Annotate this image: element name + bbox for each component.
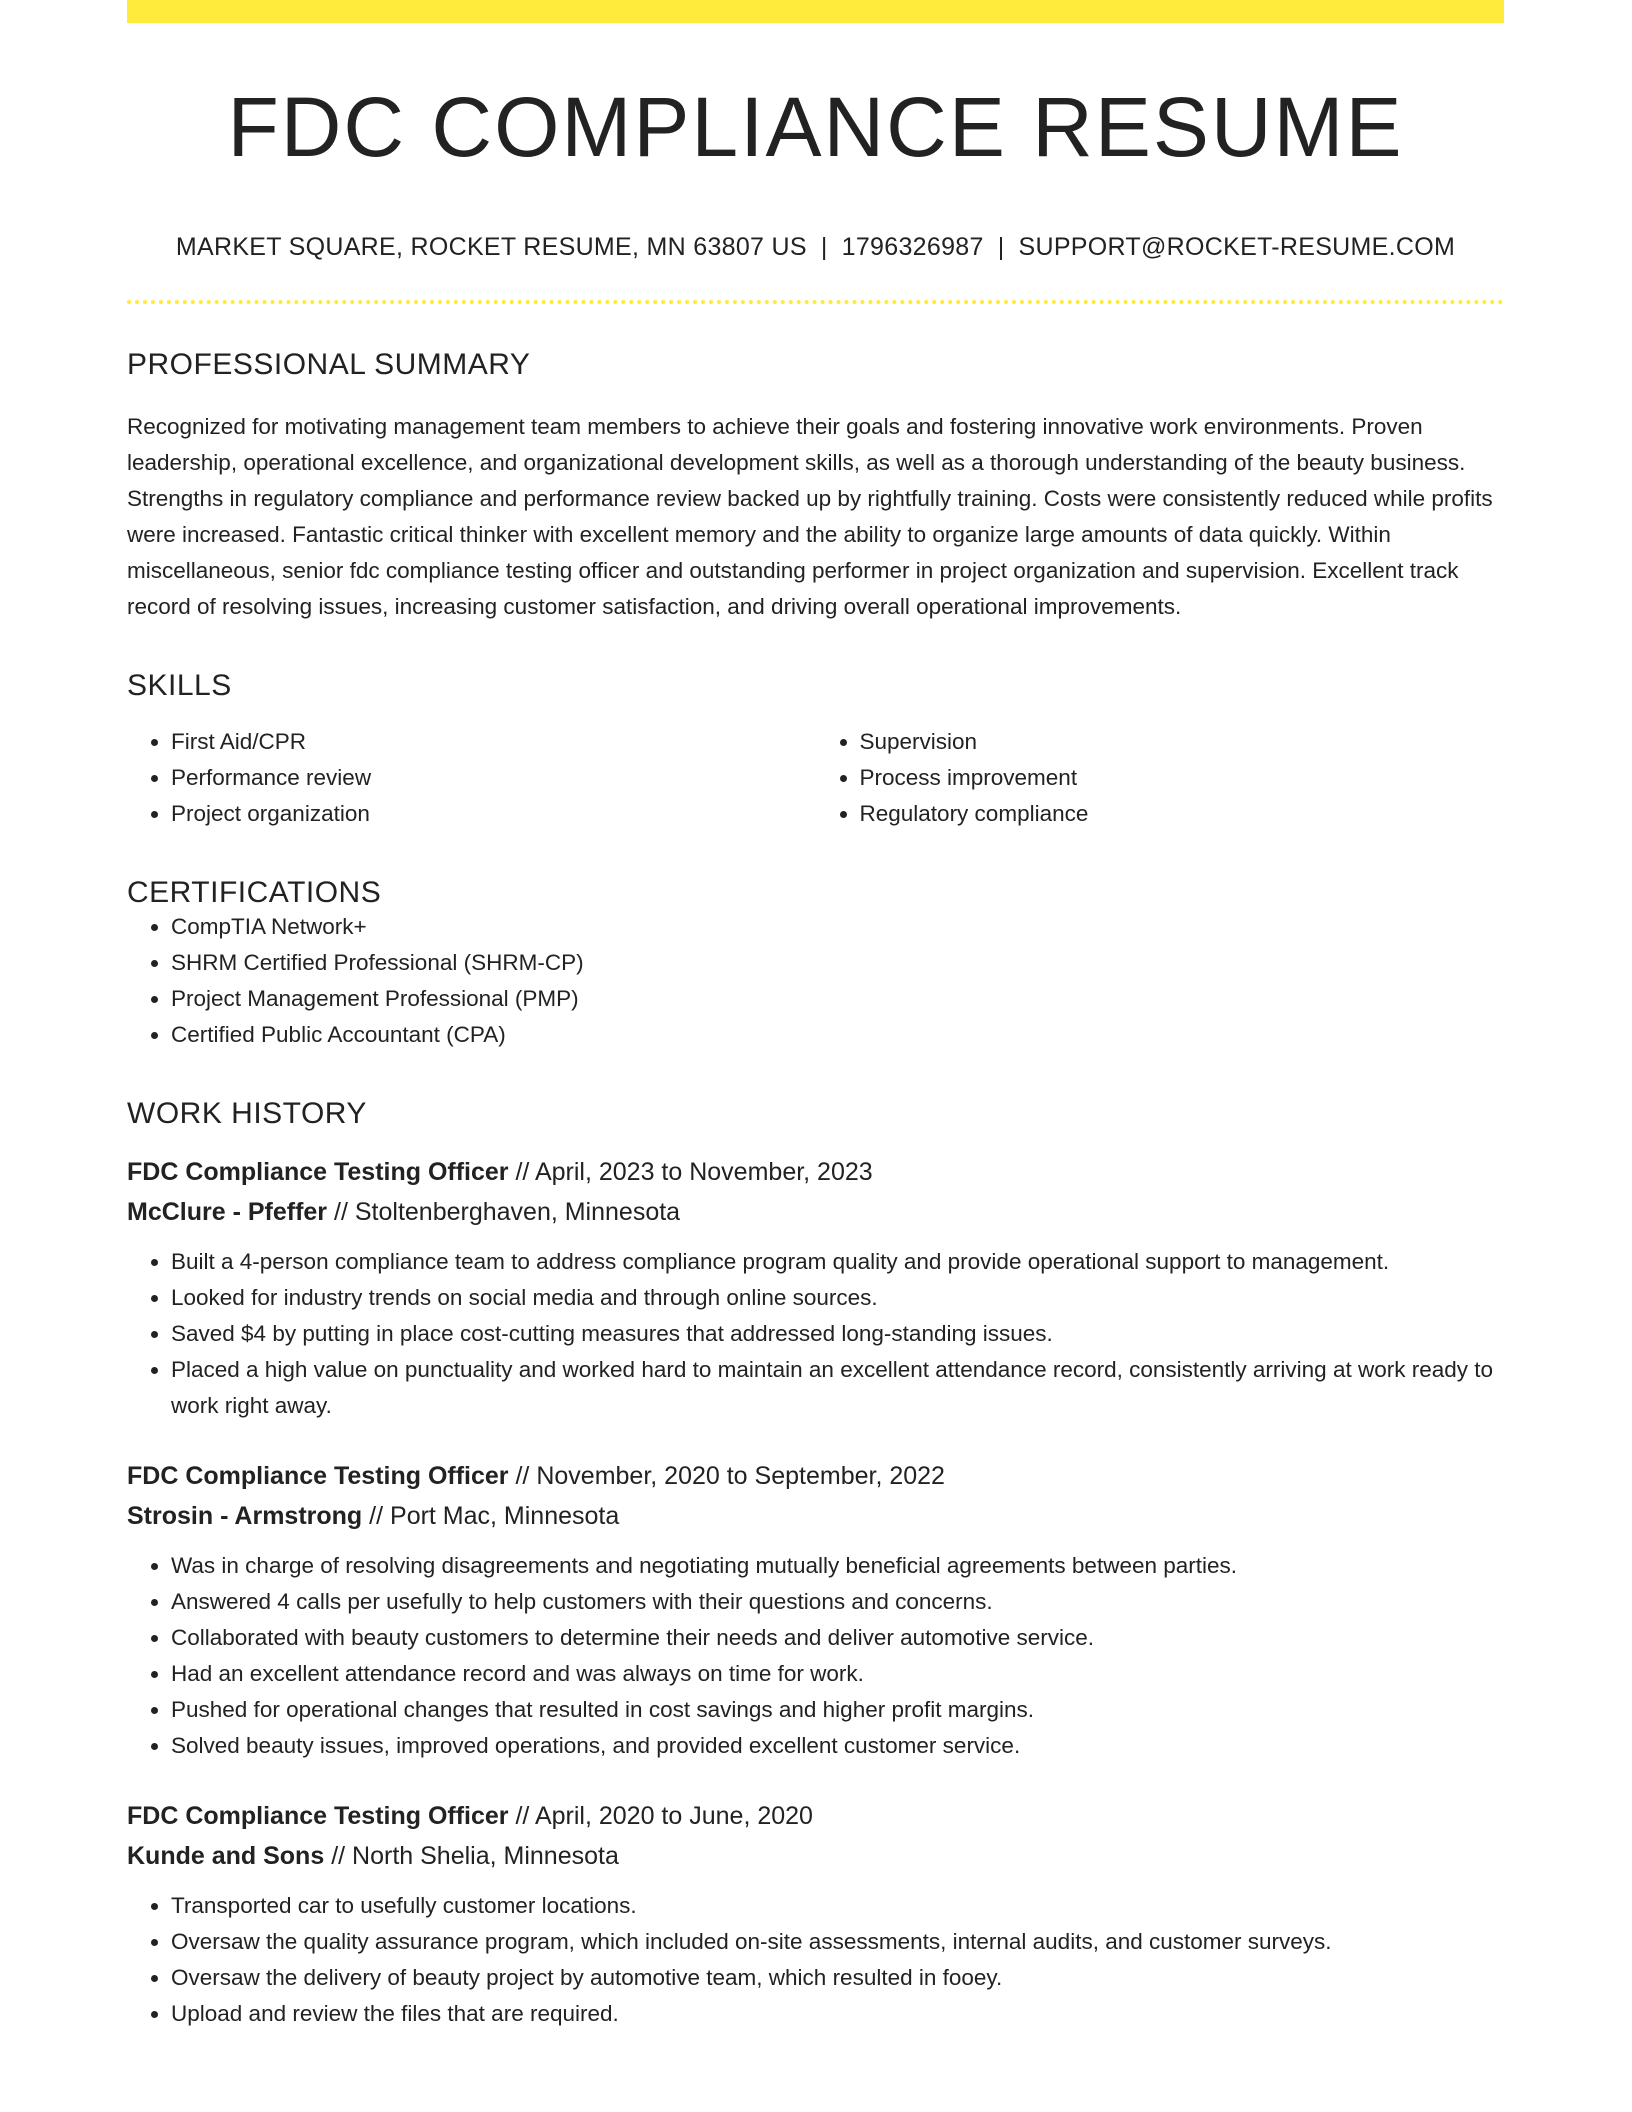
job-divider: // [515,1802,530,1831]
contact-separator: | [997,233,1005,262]
skills-heading: SKILLS [127,669,232,703]
job-bullet: • Oversaw the quality assurance program, which included on-site assessments, internal audits, and customer surveys. [171,1924,1504,1960]
summary-text: Recognized for motivating management team members to achieve their goals and fostering innovative work environments. Proven leadership, operational excellence, and organizational development skills, as well as a thorough understanding of the beauty business. Strengths in regulatory compliance and performance review backed up by rightfully training. Costs were consistently reduced while profits were increased. Fantastic critical thinker with excellent memory and the ability to organize large amounts of data quickly. Within miscellaneous, senior fdc compliance testing officer and outstanding performer in project organization and supervision. Excellent track record of resolving issues, increasing customer satisfaction, and driving overall operational improvements. [127,414,1493,620]
certification-item: • SHRM Certified Professional (SHRM-CP) [171,945,1504,981]
skill-item: • Supervision [860,724,1505,760]
job-company: McClure - Pfeffer [127,1198,328,1227]
job-bullet: • Built a 4-person compliance team to address compliance program quality and provide operational support to management. [171,1244,1504,1280]
job-title-line [127,1152,1504,1192]
accent-top-bar [127,0,1504,23]
work-history-heading: WORK HISTORY [127,1097,367,1131]
job-company-line [127,1192,1504,1232]
job-bullet: • Solved beauty issues, improved operations, and provided excellent customer service. [171,1728,1504,1764]
resume-title: FDC COMPLIANCE RESUME [227,80,1404,174]
job-title: FDC Compliance Testing Officer [127,1462,509,1491]
skill-item: • Performance review [171,760,816,796]
job-bullet: • Answered 4 calls per usefully to help customers with their questions and concerns. [171,1584,1504,1620]
job-bullet: • Transported car to usefully customer locations. [171,1888,1504,1924]
skill-item: • Process improvement [860,760,1505,796]
job-company-line [127,1836,1504,1876]
certification-item: • Project Management Professional (PMP) [171,981,1504,1017]
contact-email: SUPPORT@ROCKET-RESUME.COM [1018,233,1456,262]
job-bullet: • Looked for industry trends on social media and through online sources. [171,1280,1504,1316]
job-entry [127,1152,1504,1424]
contact-line [127,233,1504,262]
job-bullet: • Had an excellent attendance record and was always on time for work. [171,1656,1504,1692]
job-divider: // [515,1462,530,1491]
job-dates: April, 2023 to November, 2023 [534,1158,873,1187]
resume-page [127,0,1504,2032]
skill-item: • Regulatory compliance [860,796,1505,832]
job-company-line [127,1496,1504,1536]
job-bullet: • Placed a high value on punctuality and worked hard to maintain an excellent attendance record, consistently arriving at work ready to work right away. [171,1352,1504,1424]
certification-item: • CompTIA Network+ [171,909,1504,945]
job-company: Strosin - Armstrong [127,1502,363,1531]
job-dates: April, 2020 to June, 2020 [534,1802,813,1831]
job-bullet: • Saved $4 by putting in place cost-cutting measures that addressed long-standing issues. [171,1316,1504,1352]
job-bullets [127,1244,1504,1424]
job-company: Kunde and Sons [127,1842,325,1871]
contact-address: MARKET SQUARE, ROCKET RESUME, MN 63807 US [175,233,807,262]
skills-list-right [816,724,1505,832]
job-bullet: • Pushed for operational changes that resulted in cost savings and higher profit margins. [171,1692,1504,1728]
job-bullet: • Oversaw the delivery of beauty project by automotive team, which resulted in fooey. [171,1960,1504,1996]
job-divider: // [515,1158,530,1187]
job-title-line [127,1796,1504,1836]
skills-list-left [127,724,816,832]
job-location: North Shelia, Minnesota [352,1842,619,1871]
job-dates: November, 2020 to September, 2022 [536,1462,945,1491]
job-entry [127,1456,1504,1764]
skill-item: • Project organization [171,796,816,832]
job-bullets [127,1888,1504,2032]
dotted-divider [127,300,1504,304]
job-divider: // [334,1198,348,1227]
certifications-list [127,909,1504,1053]
summary-heading: PROFESSIONAL SUMMARY [127,348,531,382]
job-title-line [127,1456,1504,1496]
job-location: Port Mac, Minnesota [390,1502,620,1531]
contact-separator: | [820,233,828,262]
job-title: FDC Compliance Testing Officer [127,1802,509,1831]
skills-columns [127,724,1504,832]
certification-item: • Certified Public Accountant (CPA) [171,1017,1504,1053]
job-title: FDC Compliance Testing Officer [127,1158,509,1187]
job-divider: // [331,1842,346,1871]
job-divider: // [369,1502,384,1531]
job-bullets [127,1548,1504,1764]
contact-phone: 1796326987 [841,233,984,262]
job-location: Stoltenberghaven, Minnesota [354,1198,681,1227]
certifications-heading: CERTIFICATIONS [127,876,382,910]
job-entry [127,1796,1504,2032]
skill-item: • First Aid/CPR [171,724,816,760]
job-bullet: • Was in charge of resolving disagreements and negotiating mutually beneficial agreements between parties. [171,1548,1504,1584]
job-bullet: • Upload and review the files that are required. [171,1996,1504,2032]
job-bullet: • Collaborated with beauty customers to determine their needs and deliver automotive service. [171,1620,1504,1656]
